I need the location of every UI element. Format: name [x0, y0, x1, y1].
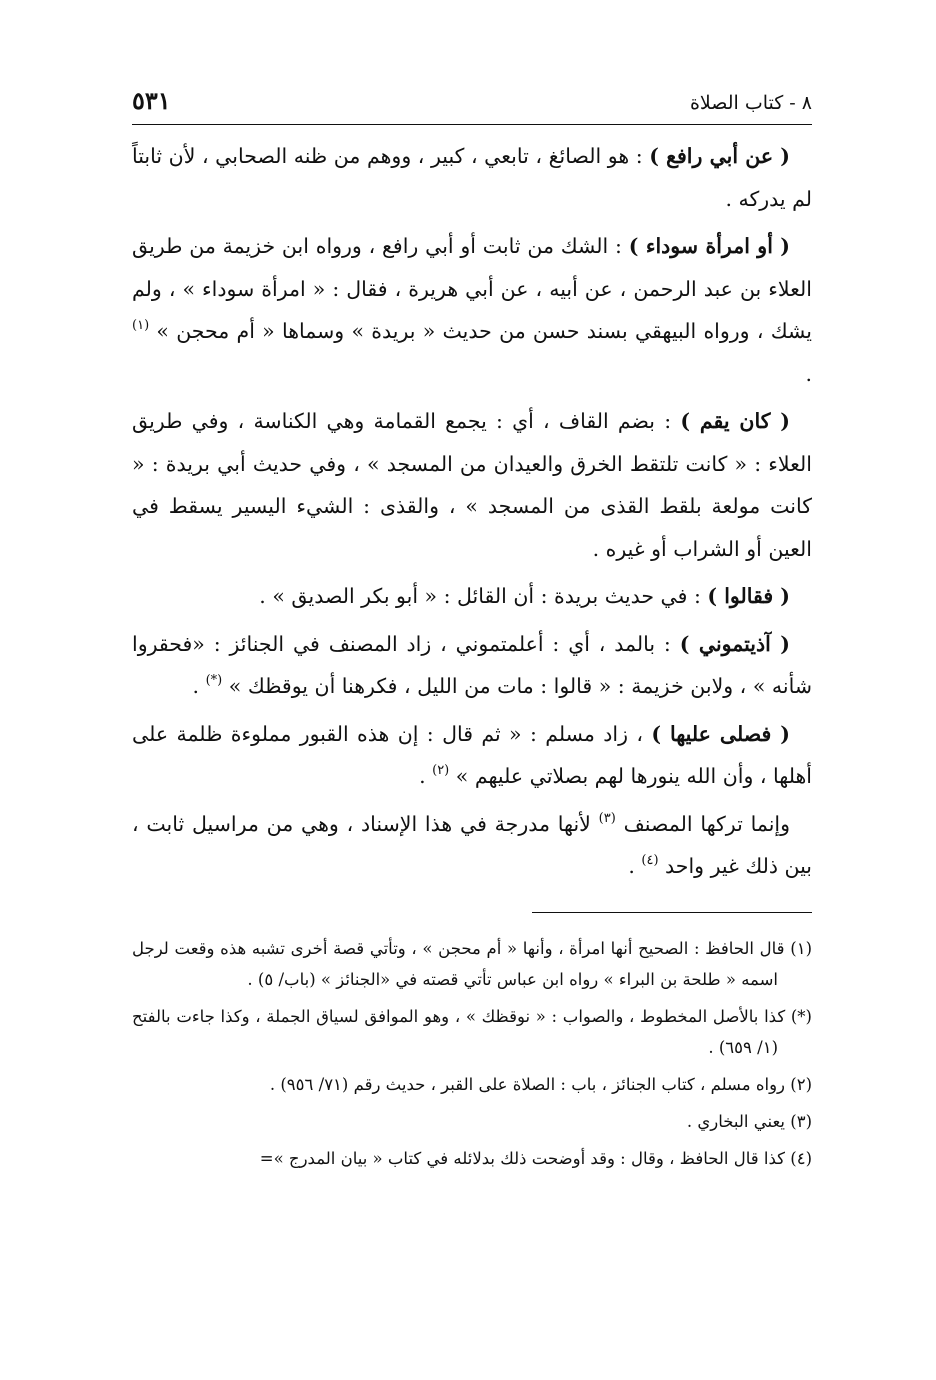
paragraph-text: : في حديث بريدة : أن القائل : « أبو بكر الصديق » . [259, 584, 708, 608]
lemma-heading: ( فصلى عليها ) [651, 721, 790, 746]
lemma-heading: ( عن أبي رافع ) [649, 144, 790, 168]
paragraph-text: . [419, 764, 433, 788]
paragraph [132, 803, 812, 888]
footnote-ref[interactable]: (٢) [432, 763, 450, 778]
paragraph [132, 225, 812, 395]
footnote-ref[interactable]: (*) [205, 673, 223, 688]
footnotes [132, 933, 812, 1174]
paragraph-text: . [805, 361, 812, 386]
main-text [132, 135, 812, 888]
footnote-separator [532, 912, 812, 913]
footnote: (٢) رواه مسلم ، كتاب الجنائز ، باب : الصلاة على القبر ، حديث رقم (٧١/ ٩٥٦) . [269, 1074, 812, 1094]
paragraph-text: : الشك من ثابت أو أبي رافع ، ورواه ابن خزيمة من طريق العلاء بن عبد الرحمن ، عن أبيه ، عن أبي هريرة ، فقال : « امرأة سوداء » ، ولم يشك ، ورواه البيهقي بسند حسن من حديث « بريدة » وسماها « أم محجن » [132, 234, 812, 343]
footnote-ref[interactable]: (٤) [641, 853, 659, 868]
paragraph-text: : بالمد ، أي : أعلمتموني ، زاد المصنف في الجنائز : «فحقروا شأنه » ، ولابن خزيمة : « قالوا : مات من الليل ، فكرهنا أن يوقظك » [132, 631, 812, 698]
book-page [132, 86, 812, 1180]
lemma-heading: ( كان يقم ) [680, 409, 790, 433]
paragraph [132, 400, 812, 570]
chapter-title: ٨ - كتاب الصلاة [689, 92, 812, 114]
page-number: ٥٣١ [132, 86, 171, 115]
paragraph [132, 713, 812, 798]
footnote-ref[interactable]: (١) [132, 318, 150, 333]
paragraph [132, 575, 812, 618]
footnote: (٤) كذا قال الحافظ ، وقال : وقد أوضحت ذلك بدلائله في كتاب « بيان المدرج »= [259, 1148, 812, 1168]
paragraph [132, 135, 812, 220]
footnote: (*) كذا بالأصل المخطوط ، والصواب : « نوقظك » ، وهو الموافق لسياق الجملة ، وكذا جاءت بالفتح (١/ ٦٥٩) . [132, 1006, 812, 1057]
paragraph-text: لأنها مدرجة في هذا الإسناد ، وهي من مراسيل ثابت ، بين ذلك غير واحد [132, 811, 812, 878]
paragraph-text: ، زاد مسلم : « ثم قال : إن هذه القبور مملوءة ظلمة على أهلها ، وأن الله ينورها لهم بصلاتي عليهم » [132, 721, 812, 788]
paragraph-text: : بضم القاف ، أي : يجمع القمامة وهي الكناسة ، وفي طريق العلاء : « كانت تلتقط الخرق والعيدان من المسجد » ، وفي حديث أبي بريدة : « كانت مولعة بلقط القذى من المسجد » ، والقذى : الشيء اليسير يسقط في العين أو الشراب أو غيره . [132, 409, 812, 561]
footnote: (١) قال الحافظ : الصحيح أنها امرأة ، وأنها « أم محجن » ، وتأتي قصة أخرى تشبه هذه وقعت لرجل اسمه « طلحة بن البراء » رواه ابن عباس تأتي قصته في «الجنائز » (باب/ ٥) . [132, 938, 812, 989]
paragraph-text: . [192, 674, 206, 698]
lemma-heading: ( آذيتموني ) [679, 631, 791, 656]
lemma-heading: ( أو امرأة سوداء ) [628, 234, 790, 258]
paragraph [132, 623, 812, 708]
header-rule [132, 124, 812, 125]
footnote: (٣) يعني البخاري . [686, 1111, 812, 1131]
lemma-heading: ( فقالوا ) [707, 584, 790, 608]
paragraph-text: وإنما تركها المصنف [615, 811, 790, 836]
running-header [132, 86, 812, 124]
paragraph-text: : هو الصائغ ، تابعي ، كبير ، ووهم من ظنه الصحابي ، لأن ثابتاً لم يدركه . [132, 144, 812, 211]
paragraph-text: . [628, 854, 642, 878]
footnote-ref[interactable]: (٣) [598, 810, 616, 826]
